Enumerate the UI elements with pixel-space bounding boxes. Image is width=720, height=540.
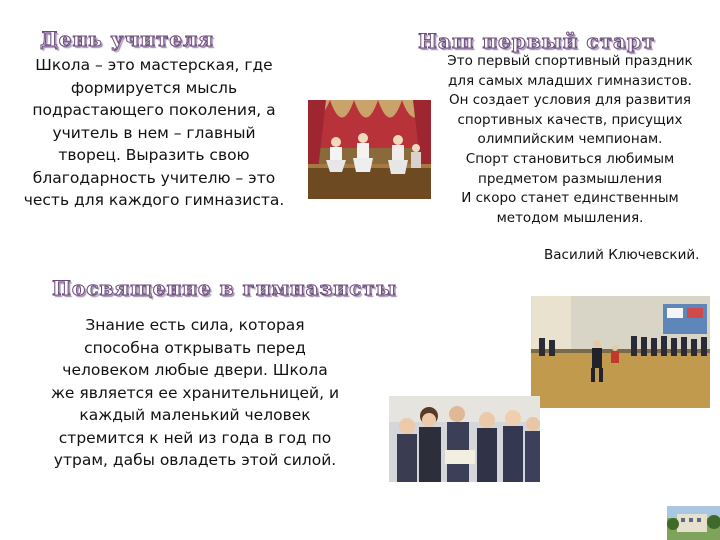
first-start-line: Он создает условия для развития bbox=[449, 92, 691, 109]
teacher-day-title: День учителя bbox=[40, 27, 214, 51]
first-start-line: для самых младших гимназистов. bbox=[448, 72, 692, 89]
teacher-day-line: формируется мысль bbox=[70, 78, 238, 97]
first-start-line: методом мышления. bbox=[496, 209, 644, 226]
first-start-line: предметом размышления bbox=[478, 170, 662, 187]
initiation-line: каждый маленький человек bbox=[79, 406, 311, 424]
teacher-day-stage-photo bbox=[308, 100, 431, 199]
first-start-line: олимпийским чемпионам. bbox=[477, 131, 663, 148]
initiation-line: же является ее хранительницей, и bbox=[50, 383, 340, 402]
teacher-day-line: Школа – это мастерская, где bbox=[35, 56, 273, 74]
initiation-title: Посвящение в гимназисты bbox=[52, 276, 397, 300]
sports-hall-photo bbox=[531, 296, 710, 408]
teacher-day-text bbox=[10, 54, 298, 212]
students-reading-photo bbox=[389, 396, 540, 482]
initiation-line: способна открывать перед bbox=[84, 338, 306, 357]
quote-author: Василий Ключевский. bbox=[544, 247, 700, 263]
initiation-line: утрам, дабы овладеть этой силой. bbox=[53, 451, 337, 469]
teacher-day-line: честь для каждого гимназиста. bbox=[23, 191, 285, 209]
initiation-line: человеком любые двери. Школа bbox=[62, 361, 328, 379]
initiation-line: Знание есть сила, которая bbox=[85, 316, 305, 334]
first-start-line: спортивных качеств, присущих bbox=[457, 111, 683, 128]
teacher-day-line: учитель в нем – главный bbox=[52, 123, 256, 142]
first-start-title: Наш первый старт bbox=[418, 29, 656, 53]
initiation-line: стремится к ней из года в год по bbox=[58, 428, 332, 447]
initiation-text bbox=[29, 314, 361, 472]
first-start-text bbox=[418, 52, 720, 228]
teacher-day-line: подрастающего поколения, а bbox=[32, 101, 276, 119]
first-start-line: Это первый спортивный праздник bbox=[447, 53, 693, 69]
teacher-day-line: благодарность учителю – это bbox=[32, 168, 276, 187]
first-start-line: И скоро станет единственным bbox=[461, 190, 679, 207]
corner-building-image bbox=[667, 506, 720, 540]
first-start-line: Спорт становиться любимым bbox=[465, 150, 675, 167]
teacher-day-line: творец. Выразить свою bbox=[58, 146, 250, 164]
